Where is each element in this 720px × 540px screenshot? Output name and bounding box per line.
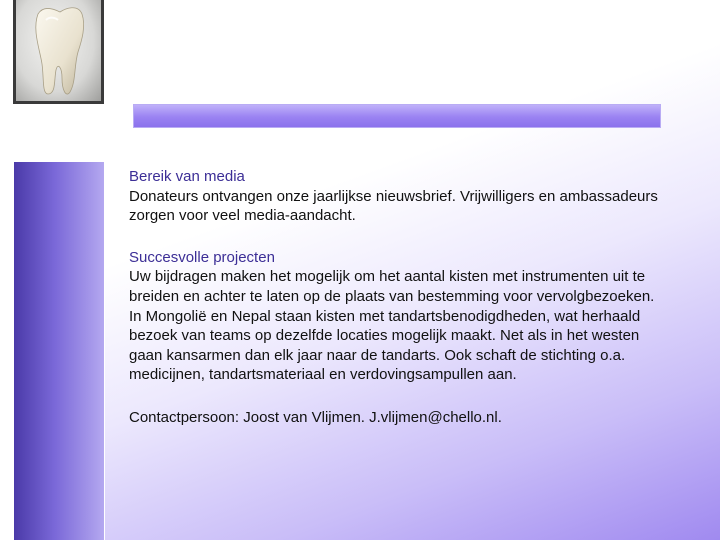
section-successful-projects xyxy=(129,248,669,385)
section-heading: Bereik van media xyxy=(129,168,245,185)
section-heading: Succesvolle projecten xyxy=(129,248,275,266)
contact-line: Contactpersoon: Joost van Vlijmen. J.vlijmen@chello.nl. xyxy=(129,408,502,426)
slide-content xyxy=(129,167,669,428)
left-accent-bar xyxy=(14,162,104,540)
tooth-photo xyxy=(16,0,101,101)
section-body: Donateurs ontvangen onze jaarlijkse nieuwsbrief. Vrijwilligers en ambassadeurs zorgen voor veel media-aandacht. xyxy=(129,187,658,225)
section-media-reach xyxy=(129,167,669,226)
tooth-icon xyxy=(16,0,101,101)
tooth-photo-frame xyxy=(13,0,104,104)
section-body: Uw bijdragen maken het mogelijk om het aantal kisten met instrumenten uit te breiden en achter te laten op de plaats van bestemming voor vervolgbezoeken. In Mongolië en Nepal staan kisten met tandartsbenodigdheden, wat herhaald bezoek van teams op dezelfde locaties mogelijk maakt. Net als in het westen gaan kansarmen dan elk jaar naar de tandarts. Ook schaft de stichting o.a. medicijnen, tandartsmateriaal en verdovingsampullen aan. xyxy=(129,268,655,384)
title-accent-bar xyxy=(133,104,661,128)
